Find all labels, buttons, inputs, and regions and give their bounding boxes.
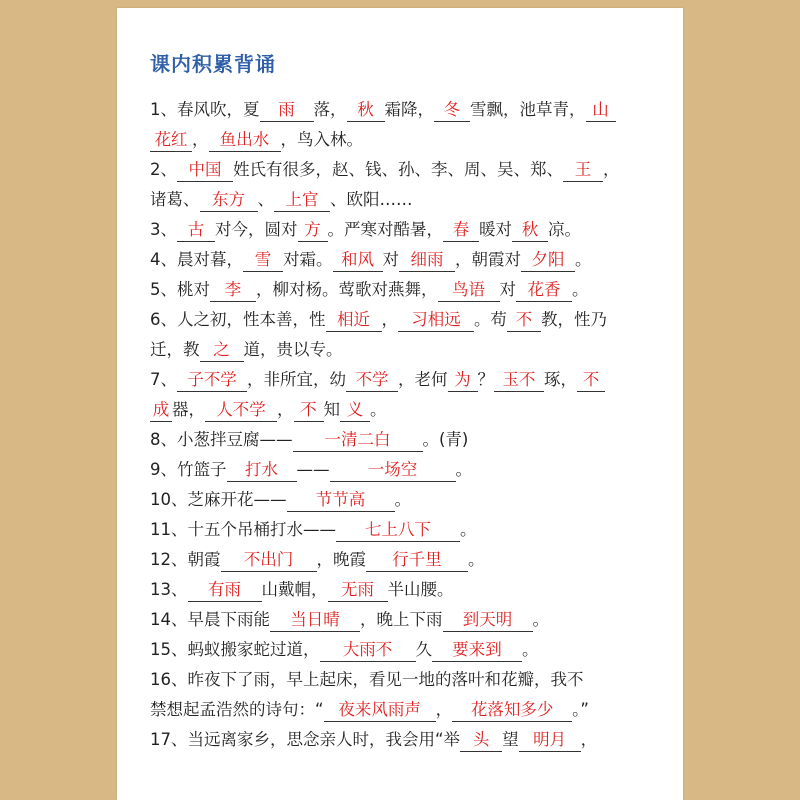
- text: ，: [580, 730, 598, 749]
- text: 。: [532, 610, 549, 629]
- item-number: 12、: [150, 550, 188, 569]
- answer-blank: 玉不: [494, 369, 544, 392]
- item-1: [150, 98, 653, 122]
- answer-blank: 山: [586, 99, 616, 122]
- answer-blank: 和风: [333, 249, 383, 272]
- text: 对霜。: [283, 250, 333, 269]
- answer-blank: 上官: [274, 189, 330, 212]
- item-number: 7、: [150, 370, 177, 389]
- item-7-cont: [150, 398, 653, 422]
- answer-blank: 鸟语: [438, 279, 500, 302]
- answer-blank: 打水: [227, 459, 297, 482]
- text: 。苟: [474, 310, 507, 329]
- text: 诸葛、: [150, 190, 200, 209]
- text: 。”: [572, 700, 589, 719]
- answer-blank: 中国: [177, 159, 233, 182]
- item-number: 5、: [150, 280, 177, 299]
- text: 。: [572, 280, 589, 299]
- item-number: 4、: [150, 250, 177, 269]
- text: 。: [522, 640, 539, 659]
- text: 春风吹，夏: [177, 100, 260, 119]
- text: ，柳对杨。莺歌对燕舞，: [256, 280, 438, 299]
- answer-blank: 有雨: [188, 579, 262, 602]
- text: 人之初，性本善，性: [177, 310, 326, 329]
- answer-blank: 秋: [347, 99, 385, 122]
- text: 久: [415, 640, 432, 659]
- text: 小葱拌豆腐——: [177, 430, 293, 449]
- text: 。(青): [422, 430, 469, 449]
- text: 朝霞: [187, 550, 221, 569]
- answer-blank: 当日晴: [270, 609, 360, 632]
- text: ，: [603, 160, 620, 179]
- item-6: [150, 308, 653, 332]
- answer-blank: 夕阳: [521, 249, 575, 272]
- answer-blank: 要来到: [432, 639, 522, 662]
- item-number: 6、: [150, 310, 177, 329]
- answer-blank: 习相远: [398, 309, 474, 332]
- text: 芝麻开花——: [187, 490, 287, 509]
- item-number: 13、: [150, 580, 188, 599]
- answer-blank: 之: [200, 339, 244, 362]
- item-number: 11、: [150, 520, 188, 539]
- answer-blank: 雪: [243, 249, 283, 272]
- answer-blank: 雨: [260, 99, 314, 122]
- text: ，鸟入林。: [280, 130, 363, 149]
- answer-blank: 相近: [326, 309, 382, 332]
- answer-blank: 不: [507, 309, 541, 332]
- item-1-cont: [150, 128, 653, 152]
- answer-blank: 一场空: [330, 459, 456, 482]
- answer-blank: 义: [340, 399, 370, 422]
- answer-blank: 节节高: [287, 489, 395, 512]
- text: ，朝霞对: [455, 250, 521, 269]
- text: 落，: [313, 100, 347, 119]
- item-3: [150, 218, 653, 242]
- answer-blank: 花香: [516, 279, 572, 302]
- text: 器，: [172, 400, 205, 419]
- text: 。严寒对酷暑，: [327, 220, 443, 239]
- text: 禁想起孟浩然的诗句：“: [150, 700, 324, 719]
- text: ，: [435, 700, 453, 719]
- text: 当远离家乡，思念亲人时，我会用“举: [187, 730, 461, 749]
- answer-blank: 人不学: [205, 399, 277, 422]
- text: 早晨下雨能: [187, 610, 270, 629]
- text: ，晚霞: [316, 550, 366, 569]
- item-number: 8、: [150, 430, 177, 449]
- answer-blank: 细雨: [399, 249, 455, 272]
- text: ，: [381, 310, 398, 329]
- text: 雪飘，池草青，: [470, 100, 586, 119]
- text: 。: [394, 490, 411, 509]
- answer-blank: 东方: [200, 189, 258, 212]
- answer-blank: 不出门: [221, 549, 317, 572]
- answer-blank: 冬: [434, 99, 470, 122]
- item-6-cont: [150, 338, 653, 362]
- text: ？: [477, 370, 494, 389]
- answer-blank: 头: [460, 729, 502, 752]
- item-15: [150, 638, 653, 662]
- text: 望: [502, 730, 519, 749]
- item-11: [150, 518, 653, 542]
- answer-blank: 行千里: [366, 549, 468, 572]
- answer-blank: 无雨: [328, 579, 388, 602]
- answer-blank: 方: [298, 219, 328, 242]
- item-16-cont: [150, 698, 653, 722]
- text: 凉。: [548, 220, 581, 239]
- answer-blank: 明月: [519, 729, 581, 752]
- answer-blank: 子不学: [177, 369, 247, 392]
- answer-blank: 花落知多少: [452, 699, 572, 722]
- answer-blank: 大雨不: [320, 639, 416, 662]
- item-14: [150, 608, 653, 632]
- answer-blank: 李: [210, 279, 256, 302]
- text: 道，贵以专。: [243, 340, 343, 359]
- text: 知: [323, 400, 340, 419]
- item-2-cont: [150, 188, 653, 212]
- item-12: [150, 548, 653, 572]
- answer-blank: 不: [577, 369, 605, 392]
- text: 迁，教: [150, 340, 200, 359]
- item-7: [150, 368, 653, 392]
- page-title: 课内积累背诵: [150, 52, 276, 76]
- answer-blank: 七上八下: [336, 519, 460, 542]
- text: 、欧阳……: [330, 190, 413, 209]
- text: 竹篮子: [177, 460, 227, 479]
- answer-blank: 夜来风雨声: [324, 699, 436, 722]
- item-5: [150, 278, 653, 302]
- text: ，晚上下雨: [360, 610, 443, 629]
- answer-blank: 古: [177, 219, 215, 242]
- item-8: [150, 428, 653, 452]
- text: ，老何: [398, 370, 448, 389]
- answer-blank: 不: [294, 399, 324, 422]
- text: ，: [277, 400, 294, 419]
- answer-blank: 春: [443, 219, 479, 242]
- answer-blank: 成: [150, 399, 172, 422]
- item-number: 3、: [150, 220, 177, 239]
- item-number: 10、: [150, 490, 188, 509]
- text: 十五个吊桶打水——: [187, 520, 336, 539]
- answer-blank: 秋: [512, 219, 548, 242]
- answer-blank: 鱼出水: [209, 129, 281, 152]
- item-number: 2、: [150, 160, 177, 179]
- text: 对: [382, 250, 399, 269]
- item-number: 15、: [150, 640, 188, 659]
- item-9: [150, 458, 653, 482]
- item-4: [150, 248, 653, 272]
- text: 霜降，: [384, 100, 434, 119]
- worksheet-page: [117, 8, 683, 800]
- text: 晨对暮，: [177, 250, 243, 269]
- item-10: [150, 488, 653, 512]
- item-2: [150, 158, 653, 182]
- text: 山戴帽，: [261, 580, 328, 599]
- text: ，非所宜，幼: [247, 370, 346, 389]
- text: 琢，: [544, 370, 577, 389]
- answer-blank: 一清二白: [293, 429, 423, 452]
- item-13: [150, 578, 653, 602]
- item-number: 9、: [150, 460, 177, 479]
- text: 。: [468, 550, 485, 569]
- text: 蚂蚁搬家蛇过道，: [187, 640, 320, 659]
- text: 。: [455, 460, 472, 479]
- answer-blank: 为: [448, 369, 478, 392]
- item-number: 1、: [150, 100, 177, 119]
- text: 、: [257, 190, 274, 209]
- item-number: 16、: [150, 670, 188, 689]
- text: 半山腰。: [387, 580, 454, 599]
- item-number: 17、: [150, 730, 188, 749]
- answer-blank: 王: [563, 159, 603, 182]
- text: 教，性乃: [541, 310, 607, 329]
- text: 昨夜下了雨，早上起床，看见一地的落叶和花瓣，我不: [187, 670, 584, 689]
- item-17: [150, 728, 653, 752]
- answer-blank: 不学: [346, 369, 398, 392]
- answer-blank: 花红: [150, 129, 192, 152]
- text: 。: [575, 250, 592, 269]
- text: 姓氏有很多，赵、钱、孙、李、周、吴、郑、: [233, 160, 563, 179]
- text: 对: [499, 280, 516, 299]
- text: ，: [192, 130, 209, 149]
- text: ——: [296, 460, 330, 479]
- text: 。: [370, 400, 387, 419]
- item-number: 14、: [150, 610, 188, 629]
- text: 。: [460, 520, 477, 539]
- text: 对今，圆对: [215, 220, 298, 239]
- text: 暖对: [479, 220, 512, 239]
- item-16: [150, 668, 653, 692]
- text: 桃对: [177, 280, 210, 299]
- answer-blank: 到天明: [443, 609, 533, 632]
